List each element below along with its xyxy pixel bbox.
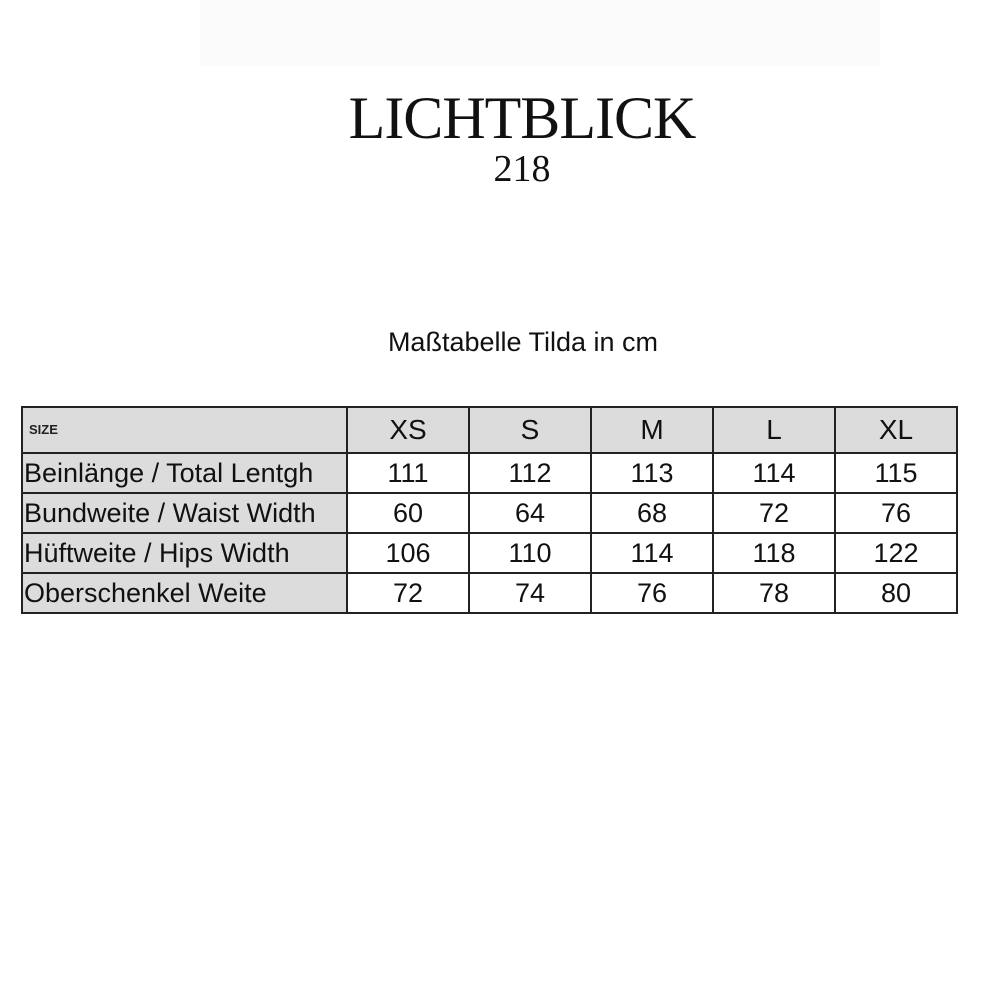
- size-table-title: Maßtabelle Tilda in cm: [387, 327, 659, 357]
- size-header-m: M: [591, 407, 713, 453]
- size-header-s: S: [469, 407, 591, 453]
- brand-number: 218: [493, 148, 551, 190]
- table-row: [22, 453, 957, 493]
- table-header-row: [22, 407, 957, 453]
- table-cell: 74: [469, 573, 591, 613]
- top-banner-strip: [200, 0, 880, 66]
- brand-logo: [0, 86, 1000, 188]
- table-row: [22, 493, 957, 533]
- table-cell: 111: [347, 453, 469, 493]
- table-cell: 72: [347, 573, 469, 613]
- table-cell: 72: [713, 493, 835, 533]
- table-cell: 110: [469, 533, 591, 573]
- table-cell: 76: [835, 493, 957, 533]
- table-cell: 122: [835, 533, 957, 573]
- table-cell: 68: [591, 493, 713, 533]
- table-row: [22, 573, 957, 613]
- size-header-xs: XS: [347, 407, 469, 453]
- table-cell: 114: [713, 453, 835, 493]
- brand-name: LICHTBLICK: [348, 85, 696, 151]
- table-row: [22, 533, 957, 573]
- row-label-hips-width: Hüftweite / Hips Width: [22, 533, 347, 573]
- row-label-leg-length: Beinlänge / Total Lentgh: [22, 453, 347, 493]
- table-cell: 106: [347, 533, 469, 573]
- row-label-thigh-width: Oberschenkel Weite: [22, 573, 347, 613]
- size-header-l: L: [713, 407, 835, 453]
- table-cell: 115: [835, 453, 957, 493]
- size-corner-label: SIZE: [22, 407, 347, 453]
- table-cell: 64: [469, 493, 591, 533]
- table-cell: 112: [469, 453, 591, 493]
- table-cell: 118: [713, 533, 835, 573]
- table-cell: 114: [591, 533, 713, 573]
- table-cell: 78: [713, 573, 835, 613]
- table-cell: 80: [835, 573, 957, 613]
- size-chart-table: [21, 406, 958, 614]
- table-cell: 60: [347, 493, 469, 533]
- row-label-waist-width: Bundweite / Waist Width: [22, 493, 347, 533]
- table-cell: 76: [591, 573, 713, 613]
- size-header-xl: XL: [835, 407, 957, 453]
- table-cell: 113: [591, 453, 713, 493]
